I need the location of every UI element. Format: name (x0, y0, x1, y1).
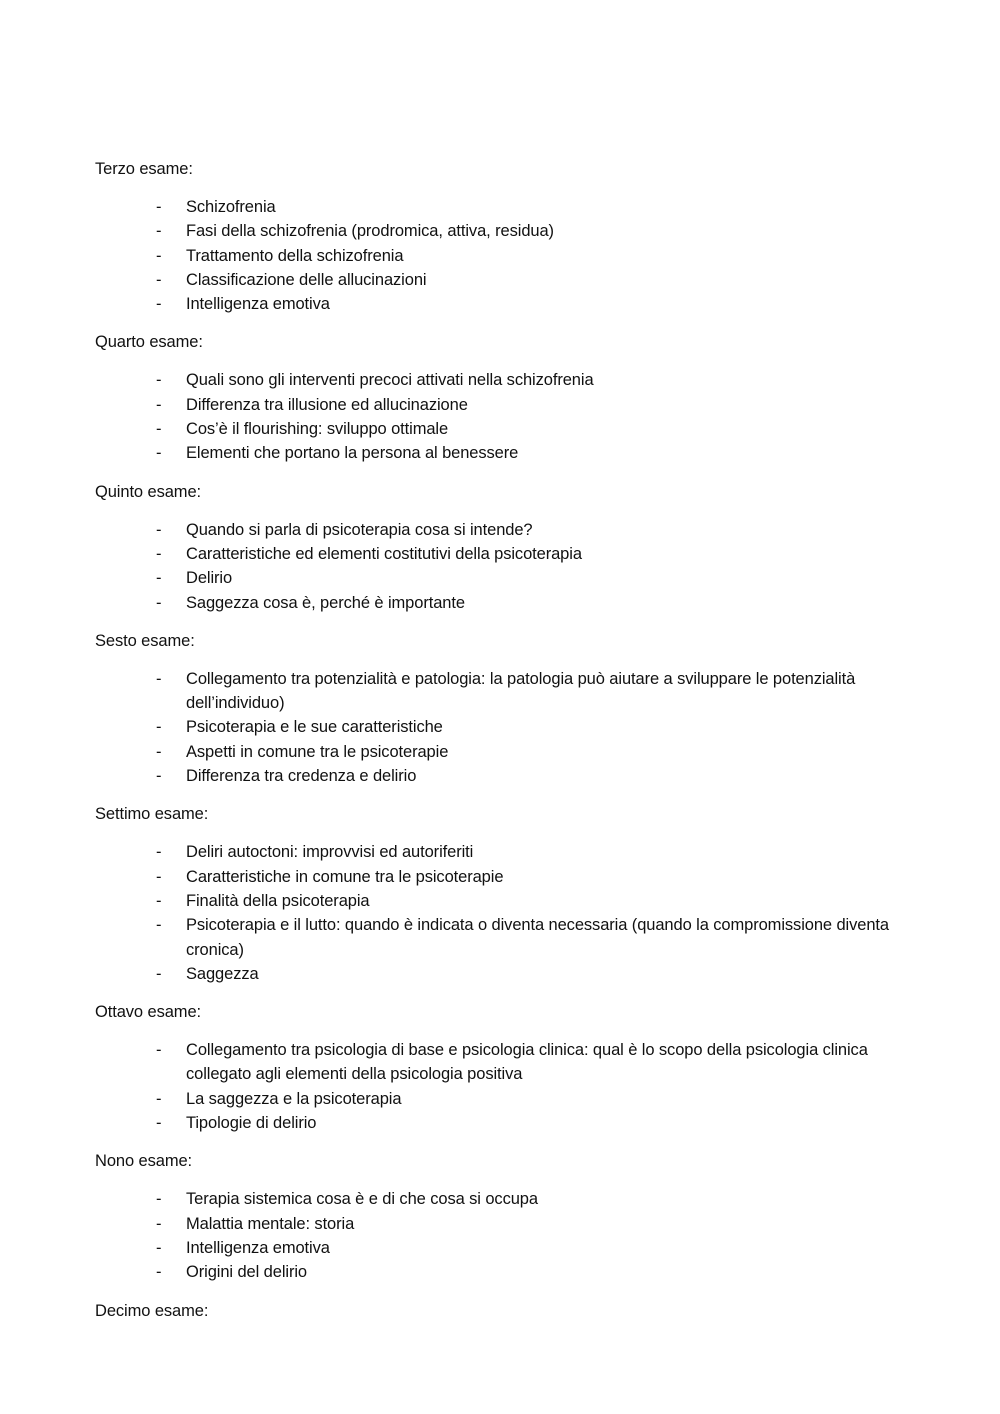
section-title: Decimo esame: (95, 1301, 209, 1320)
section-title: Nono esame: (95, 1152, 193, 1171)
dash-bullet: - (156, 1089, 162, 1108)
exam-section (95, 1149, 915, 1284)
list-item-text: Differenza tra credenza e delirio (186, 767, 417, 786)
list-item-text: Elementi che portano la persona al benessere (186, 444, 519, 463)
topic-list (95, 1038, 915, 1135)
list-item (95, 368, 901, 392)
list-item (95, 244, 901, 268)
dash-bullet: - (156, 1114, 162, 1133)
list-item (95, 518, 901, 542)
list-item-text: Aspetti in comune tra le psicoterapie (186, 742, 449, 761)
list-item (95, 268, 901, 292)
exam-section (95, 330, 915, 465)
list-item (95, 441, 901, 465)
dash-bullet: - (156, 371, 162, 390)
dash-bullet: - (156, 1190, 162, 1209)
list-item-text: Caratteristiche in comune tra le psicoterapie (186, 867, 504, 886)
topic-list (95, 667, 915, 788)
list-item-text: Fasi della schizofrenia (prodromica, attiva, residua) (186, 222, 554, 241)
dash-bullet: - (156, 1263, 162, 1282)
dash-bullet: - (156, 1214, 162, 1233)
list-item-text: Intelligenza emotiva (186, 1238, 330, 1257)
dash-bullet: - (156, 444, 162, 463)
exam-section (95, 802, 915, 986)
list-item-text: Schizofrenia (186, 198, 276, 216)
list-item-text: Intelligenza emotiva (186, 295, 330, 314)
list-item-text: La saggezza e la psicoterapia (186, 1089, 402, 1108)
list-item-text: Saggezza (186, 964, 259, 983)
list-item (95, 1187, 901, 1211)
list-item (95, 889, 901, 913)
list-item (95, 962, 901, 986)
dash-bullet: - (156, 718, 162, 737)
dash-bullet: - (156, 742, 162, 761)
dash-bullet: - (156, 270, 162, 289)
list-item (95, 1038, 901, 1087)
section-title: Ottavo esame: (95, 1003, 201, 1022)
list-item (95, 913, 901, 962)
list-item-text: Origini del delirio (186, 1263, 307, 1282)
list-item (95, 764, 901, 788)
list-item (95, 1260, 901, 1284)
list-item-text: Collegamento tra potenzialità e patologia: la patologia può aiutare a sviluppare le potenzialità dell’individuo) (186, 669, 856, 713)
list-item (95, 292, 901, 316)
list-item (95, 393, 901, 417)
list-item (95, 591, 901, 615)
dash-bullet: - (156, 767, 162, 786)
topic-list (95, 1187, 915, 1284)
dash-bullet: - (156, 222, 162, 241)
list-item-text: Quali sono gli interventi precoci attivati nella schizofrenia (186, 371, 594, 390)
list-item-text: Tipologie di delirio (186, 1114, 317, 1133)
section-title: Quinto esame: (95, 482, 202, 501)
dash-bullet: - (156, 593, 162, 612)
list-item-text: Classificazione delle allucinazioni (186, 270, 427, 289)
dash-bullet: - (156, 198, 162, 216)
list-item (95, 840, 901, 864)
dash-bullet: - (156, 520, 162, 539)
list-item-text: Deliri autoctoni: improvvisi ed autoriferiti (186, 843, 474, 862)
list-item-text: Psicoterapia e le sue caratteristiche (186, 718, 443, 737)
list-item-text: Quando si parla di psicoterapia cosa si intende? (186, 520, 533, 539)
list-item-text: Cos’è il flourishing: sviluppo ottimale (186, 420, 449, 439)
list-item-text: Caratteristiche ed elementi costitutivi della psicoterapia (186, 544, 582, 563)
exam-section (95, 480, 915, 615)
section-title: Settimo esame: (95, 805, 209, 824)
dash-bullet: - (156, 964, 162, 983)
list-item (95, 542, 901, 566)
section-title: Quarto esame: (95, 333, 203, 352)
list-item-text: Malattia mentale: storia (186, 1214, 355, 1233)
dash-bullet: - (156, 395, 162, 414)
dash-bullet: - (156, 669, 162, 688)
list-item (95, 195, 901, 219)
list-item (95, 865, 901, 889)
list-item (95, 1087, 901, 1111)
list-item (95, 219, 901, 243)
list-item (95, 566, 901, 590)
list-item (95, 715, 901, 739)
dash-bullet: - (156, 246, 162, 265)
list-item-text: Saggezza cosa è, perché è importante (186, 593, 465, 612)
dash-bullet: - (156, 544, 162, 563)
topic-list (95, 840, 915, 986)
list-item-text: Differenza tra illusione ed allucinazione (186, 395, 468, 414)
dash-bullet: - (156, 1238, 162, 1257)
list-item (95, 1212, 901, 1236)
list-item-text: Terapia sistemica cosa è e di che cosa si occupa (186, 1190, 538, 1209)
dash-bullet: - (156, 891, 162, 910)
list-item-text: Collegamento tra psicologia di base e psicologia clinica: qual è lo scopo della psicologia clinica collegato agli elementi della psicologia positiva (186, 1041, 868, 1084)
list-item (95, 740, 901, 764)
list-item-text: Finalità della psicoterapia (186, 891, 370, 910)
topic-list (95, 518, 915, 615)
exam-section (95, 157, 915, 316)
list-item-text: Delirio (186, 569, 233, 588)
list-item (95, 667, 901, 716)
list-item (95, 1236, 901, 1260)
topic-list (95, 195, 915, 316)
dash-bullet: - (156, 1041, 162, 1060)
exam-section (95, 1000, 915, 1135)
dash-bullet: - (156, 295, 162, 314)
dash-bullet: - (156, 420, 162, 439)
list-item-text: Psicoterapia e il lutto: quando è indicata o diventa necessaria (quando la compromissione diventa cronica) (186, 916, 889, 959)
dash-bullet: - (156, 569, 162, 588)
list-item-text: Trattamento della schizofrenia (186, 246, 404, 265)
dash-bullet: - (156, 843, 162, 862)
dash-bullet: - (156, 916, 162, 935)
section-title: Sesto esame: (95, 631, 195, 650)
dash-bullet: - (156, 867, 162, 886)
section-title: Terzo esame: (95, 160, 193, 178)
exam-section (95, 629, 915, 788)
list-item (95, 417, 901, 441)
exam-section (95, 1299, 915, 1323)
topic-list (95, 368, 915, 465)
list-item (95, 1111, 901, 1135)
document-content (95, 157, 915, 1337)
